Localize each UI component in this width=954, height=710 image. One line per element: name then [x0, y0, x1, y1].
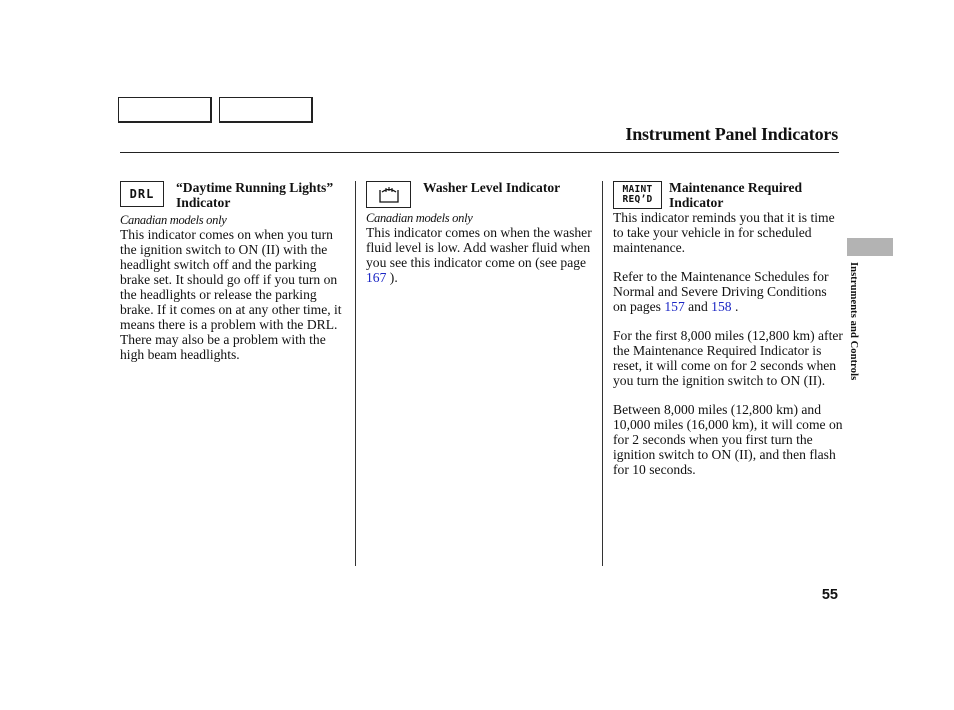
- title-divider: [120, 152, 839, 153]
- section-label: Instruments and Controls: [848, 262, 859, 381]
- page-title: Instrument Panel Indicators: [625, 124, 838, 144]
- nav-button-next[interactable]: [219, 97, 313, 123]
- maintenance-para-1: This indicator reminds you that it is time to take your vehicle in for scheduled maintenance.: [613, 210, 835, 255]
- page-link-167[interactable]: 167: [366, 270, 387, 285]
- maintenance-para-3: For the first 8,000 miles (12,800 km) after the Maintenance Required Indicator is reset, it will come on for 2 seconds when you turn the ignition switch to ON (II).: [613, 328, 843, 388]
- drl-note: Canadian models only: [120, 213, 227, 227]
- washer-heading: Washer Level Indicator: [423, 180, 561, 195]
- maintenance-para-2: Refer to the Maintenance Schedules for Normal and Severe Driving Conditions on pages 157 and 158 .: [613, 269, 829, 314]
- maintenance-para-4: Between 8,000 miles (12,800 km) and 10,000 miles (16,000 km), it will come on for 2 seconds when you first turn the ignition switch to ON (II), and then flash for 10 seconds.: [613, 402, 843, 477]
- washer-fluid-icon: [366, 181, 411, 208]
- maint-reqd-icon: MAINT REQ’D: [613, 181, 662, 209]
- drl-body: This indicator comes on when you turn the ignition switch to ON (II) with the headlight switch off and the parking brake set. It should go off if you turn on the headlights or release the parking brake. If it comes on at any other time, it means there is a problem with the DRL. There may also be a problem with the high beam headlights.: [120, 227, 342, 362]
- drl-heading: “Daytime Running Lights” Indicator: [176, 180, 334, 210]
- section-tab[interactable]: [847, 238, 893, 256]
- column-divider: [355, 181, 356, 566]
- page-number: 55: [821, 587, 838, 603]
- nav-button-previous[interactable]: [118, 97, 212, 123]
- washer-section: [366, 180, 598, 285]
- washer-body: This indicator comes on when the washer fluid level is low. Add washer fluid when you see this indicator come on (see page 167 ).: [366, 225, 592, 285]
- page-link-158[interactable]: 158: [711, 299, 732, 314]
- page-link-157[interactable]: 157: [664, 299, 685, 314]
- drl-indicator-icon: DRL: [120, 181, 164, 207]
- drl-section: [120, 180, 348, 362]
- washer-note: Canadian models only: [366, 211, 473, 225]
- maintenance-heading: Maintenance Required Indicator: [669, 180, 803, 210]
- column-divider: [602, 181, 603, 566]
- maintenance-section: [613, 180, 843, 477]
